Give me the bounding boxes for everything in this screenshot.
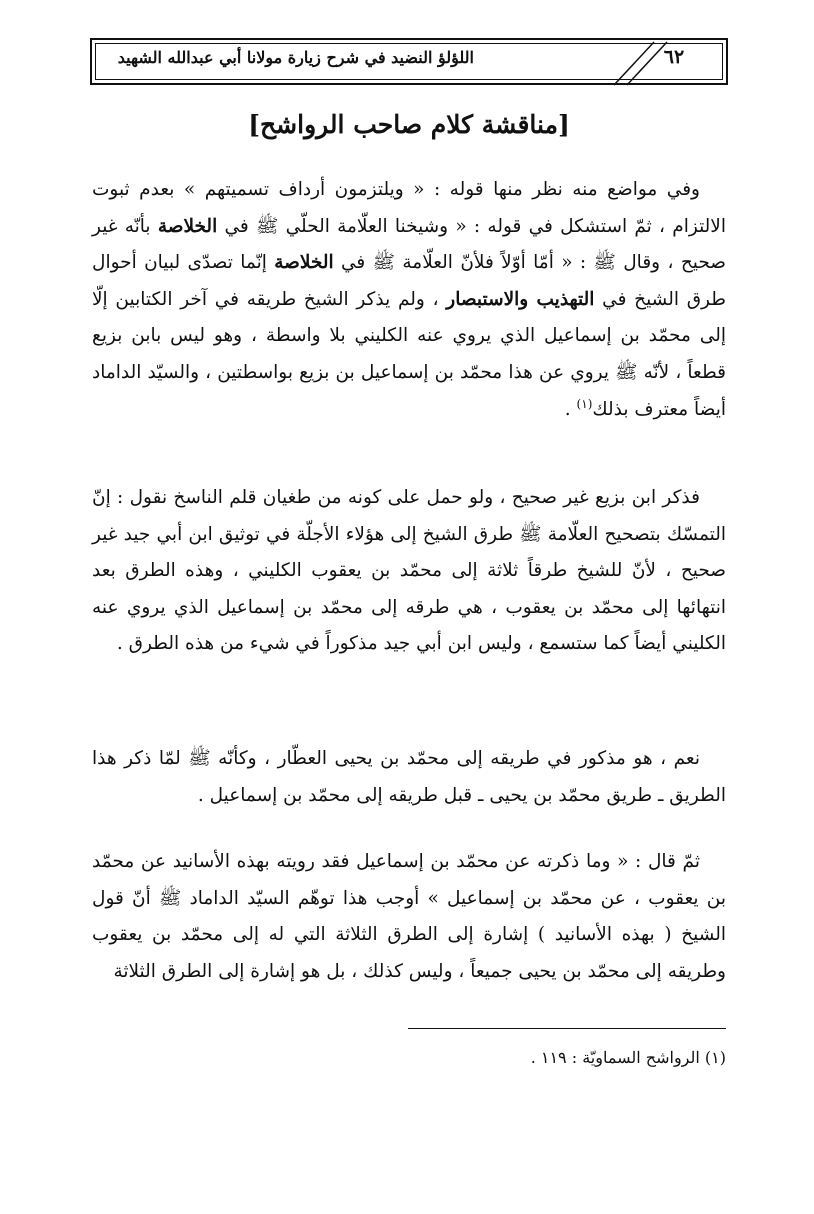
footnote-separator [408, 1028, 726, 1029]
footnote: (١) الرواشح السماويّة : ١١٩ . [530, 1048, 726, 1067]
paragraph-text: بأنّه غير صحيح ، وقال ﷺ : « أمّا أوّلاً فلأنّ العلّامة ﷺ في [92, 215, 726, 274]
book-title-khulasa: الخلاصة [274, 252, 334, 274]
page-header [90, 38, 728, 85]
section-heading: [مناقشة كلام صاحب الرواشح] [248, 110, 570, 139]
paragraph-text: . [564, 398, 577, 420]
paragraph: نعم ، هو مذكور في طريقه إلى محمّد بن يحيى العطّار ، وكأنّه ﷺ لمّا ذكر هذا الطريق ـ طريق محمّد بن يحيى ـ قبل طريقه إلى محمّد بن إسماعيل . [92, 748, 726, 806]
book-title-tahdhib-istibsar: التهذيب والاستبصار [446, 288, 595, 310]
paragraph-text: إنّما تصدّى لبيان أحوال طرق الشيخ في [92, 252, 726, 310]
footnote-reference[interactable]: (١) [576, 396, 593, 411]
paragraph: ثمّ قال : « وما ذكرته عن محمّد بن إسماعيل فقد رويته بهذه الأسانيد عن محمّد بن يعقوب ، عن محمّد بن إسماعيل » أوجب هذا توهّم السيّد الداماد ﷺ أنّ قول الشيخ ( بهذه الأسانيد ) إشارة إلى الطرق الثلاثة التي له إلى محمّد بن يعقوب وطريقه إلى محمّد بن يحيى جميعاً ، وليس كذلك ، بل هو إشارة إلى الطرق الثلاثة [92, 851, 726, 982]
running-title: اللؤلؤ النضيد في شرح زيارة مولانا أبي عبدالله الشهيد [117, 48, 474, 67]
book-title-khulasa: الخلاصة [157, 215, 218, 237]
paragraph-text: وفي مواضع منه نظر منها قوله : « ويلتزمون أرداف تسميتهم » بعدم ثبوت الالتزام ، ثمّ استشكل في قوله : « وشيخنا العلّامة الحلّي ﷺ في [92, 179, 726, 237]
paragraph: فذكر ابن بزيع غير صحيح ، ولو حمل على كونه من طغيان قلم الناسخ نقول : إنّ التمسّك بتصحيح العلّامة ﷺ طرق الشيخ إلى هؤلاء الأجلّة في توثيق ابن أبي جيد غير صحيح ، لأنّ للشيخ طرقاً ثلاثة إلى محمّد بن يعقوب الكليني ، وهذه الطرق بعد انتهائها إلى محمّد بن يعقوب ، هي طرقه إلى محمّد بن إسماعيل الذي يروي عنه الكليني أيضاً كما ستسمع ، وليس ابن أبي جيد مذكوراً في شيء من هذه الطرق . [92, 487, 726, 655]
page-number: ٦٢ [663, 46, 685, 68]
paragraph [92, 172, 726, 428]
paragraph-text: ، ولم يذكر الشيخ طريقه في آخر الكتابين إلّا إلى محمّد بن إسماعيل الذي يروي عنه الكليني بلا واسطة ، وهو ليس بابن بزيع قطعاً ، لأنّه ﷺ يروي عن هذا محمّد بن إسماعيل بن بزيع بواسطتين ، والسيّد الداماد أيضاً معترف بذلك [92, 288, 726, 420]
